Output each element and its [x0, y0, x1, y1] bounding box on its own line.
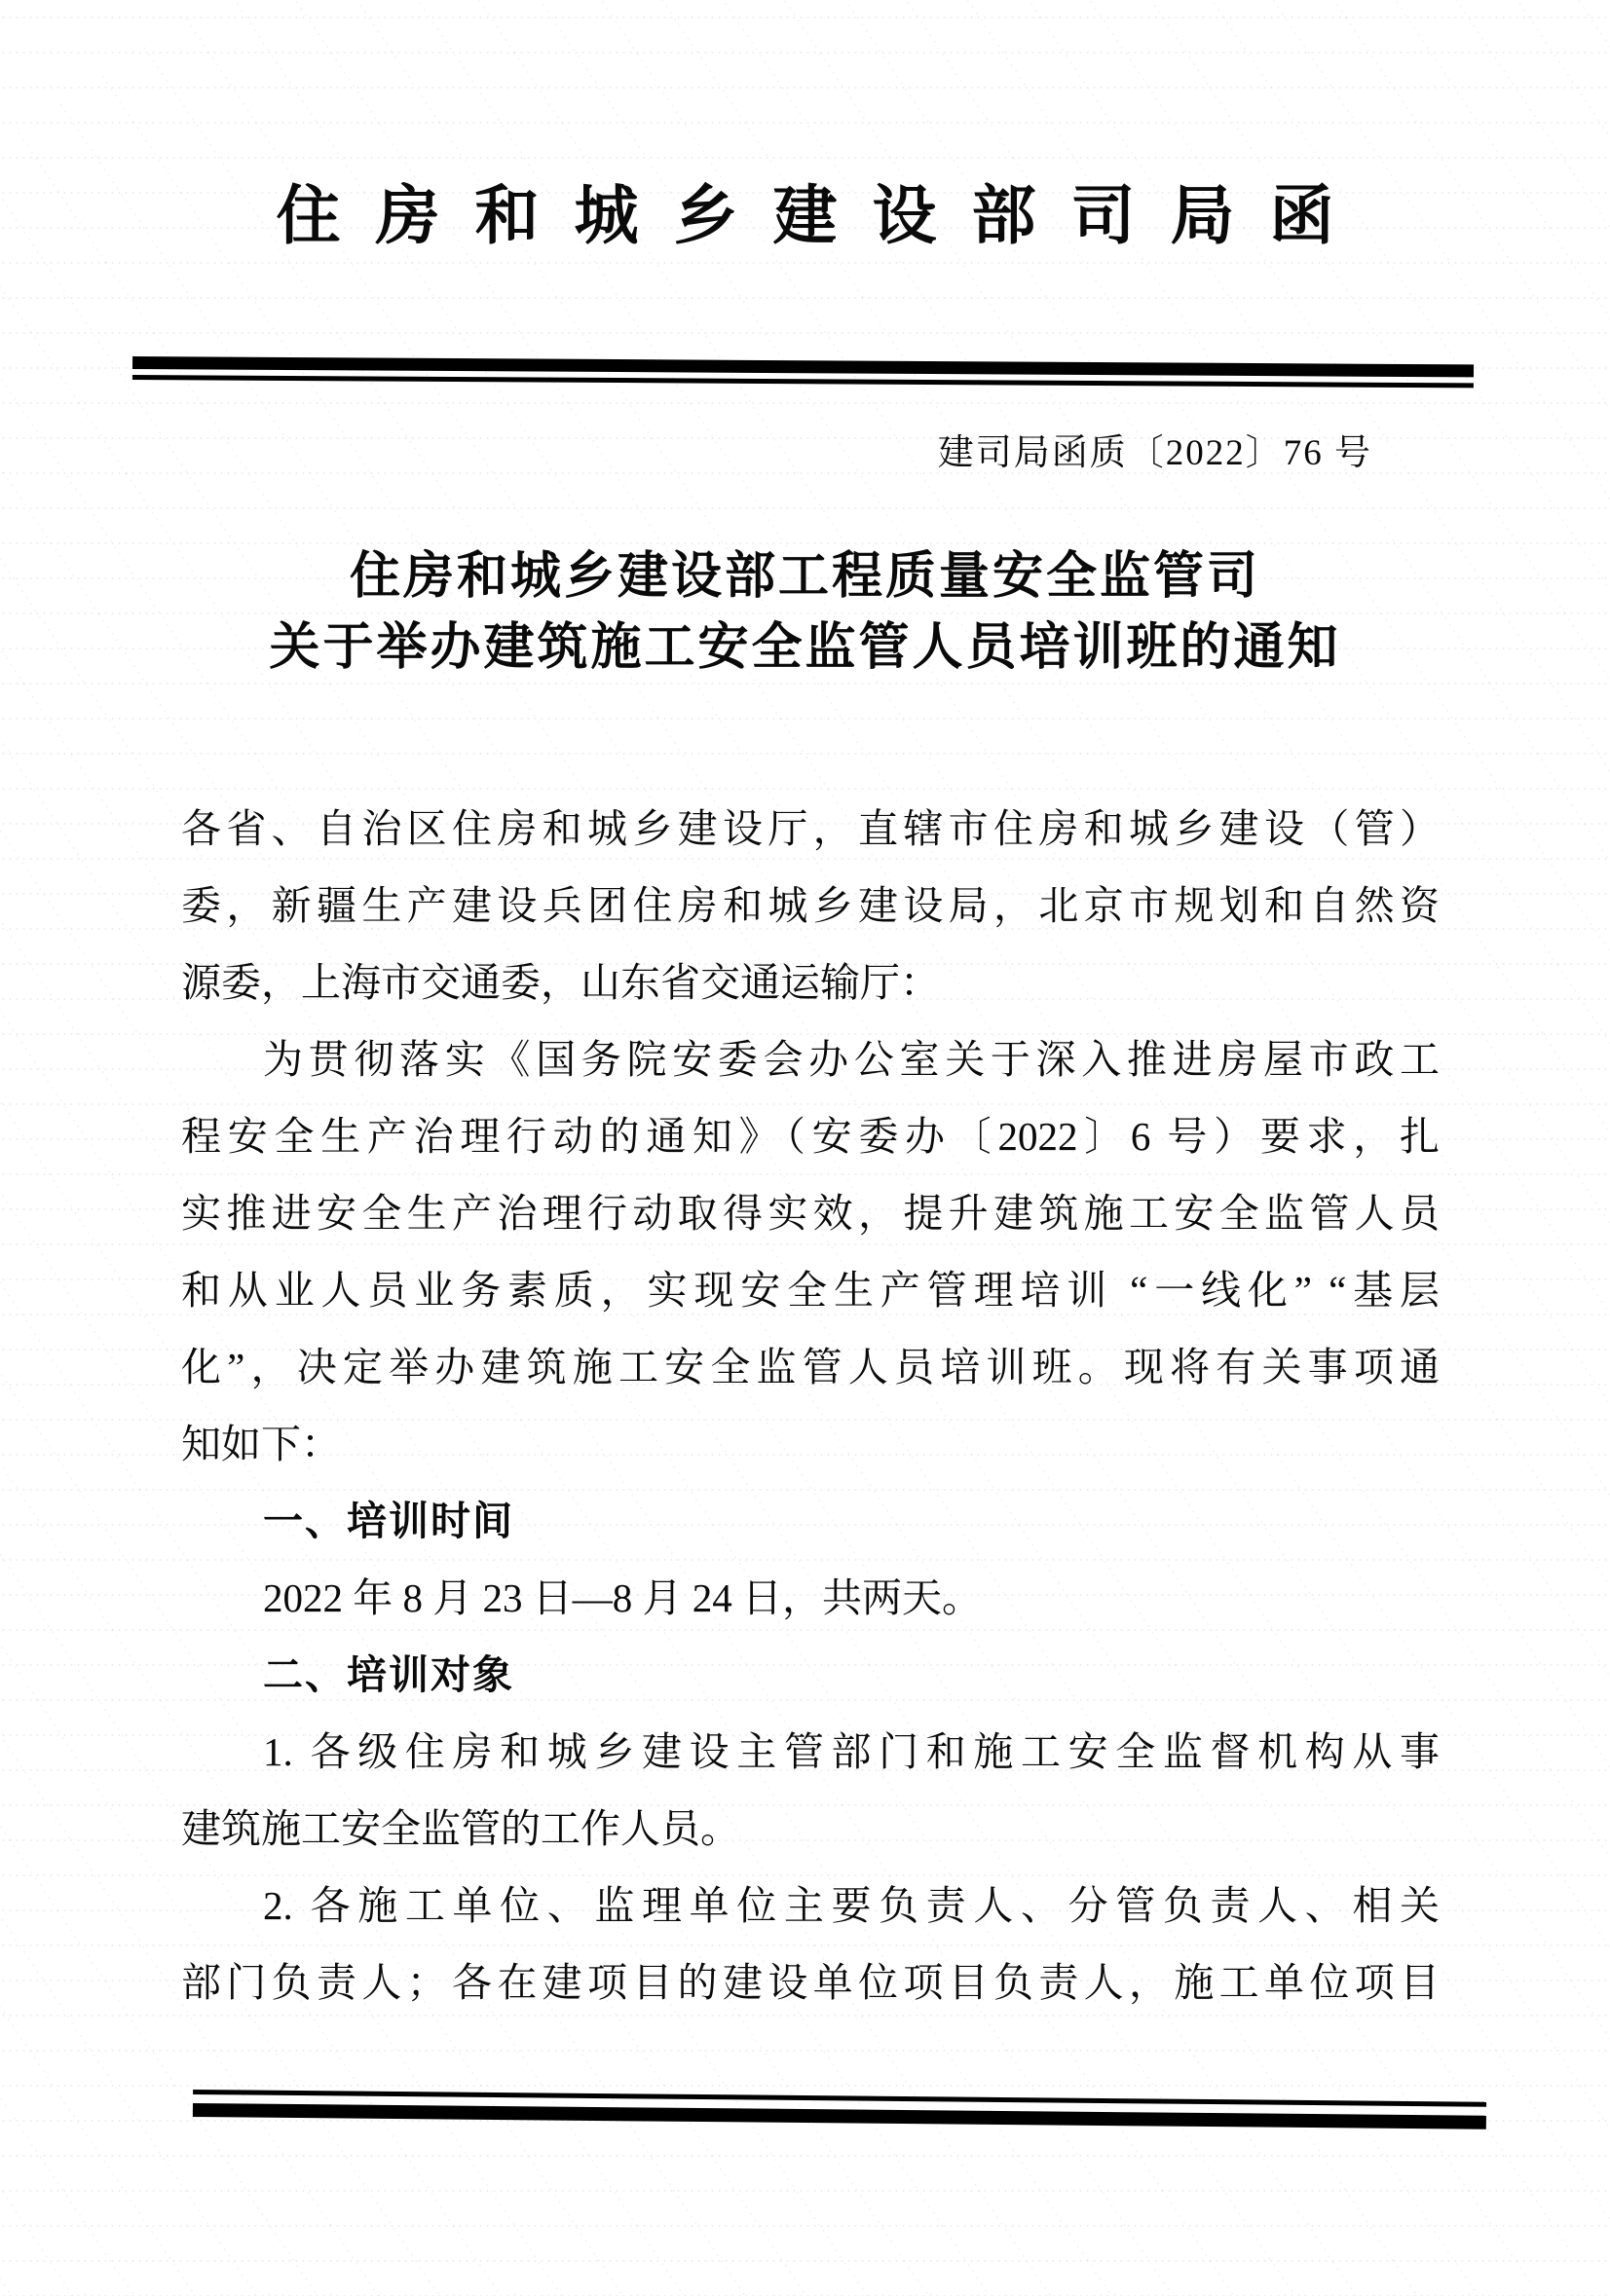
body-line: 委，新疆生产建设兵团住房和城乡建设局，北京市规划和自然资	[181, 883, 1440, 928]
body-line: 2. 各施工单位、监理单位主要负责人、分管负责人、相关	[263, 1883, 1440, 1928]
section-heading-training-time: 一、培训时间	[263, 1499, 514, 1543]
body-line: 1. 各级住房和城乡建设主管部门和施工安全监督机构从事	[263, 1729, 1440, 1774]
body-line: 2022 年 8 月 23 日—8 月 24 日，共两天。	[263, 1575, 982, 1620]
body-line: 化”，决定举办建筑施工安全监管人员培训班。现将有关事项通	[181, 1345, 1440, 1389]
body-line: 部门负责人；各在建项目的建设单位项目负责人，施工单位项目	[181, 1960, 1440, 2005]
section-heading-training-audience: 二、培训对象	[263, 1652, 514, 1697]
letterhead-title: 住房和城乡建设部司局函	[276, 181, 1369, 252]
body-text	[181, 791, 1440, 2021]
body-line: 各省、自治区住房和城乡建设厅，直辖市住房和城乡建设（管）	[181, 806, 1440, 851]
body-line: 实推进安全生产治理行动取得实效，提升建筑施工安全监管人员	[181, 1191, 1440, 1236]
body-line: 程安全生产治理行动的通知》（安委办〔2022〕6 号）要求，扎	[181, 1114, 1440, 1159]
header-double-rule	[132, 356, 1474, 388]
body-line: 和从业人员业务素质，实现安全生产管理培训 “一线化” “基层	[181, 1268, 1440, 1313]
notice-title-line2: 关于举办建筑施工安全监管人员培训班的通知	[269, 619, 1341, 676]
body-line: 知如下：	[181, 1422, 341, 1466]
notice-title	[0, 541, 1610, 684]
body-line: 源委，上海市交通委，山东省交通运输厅：	[181, 960, 940, 1005]
document-number: 建司局函质〔2022〕76 号	[937, 433, 1372, 473]
notice-title-line1: 住房和城乡建设部工程质量安全监管司	[349, 548, 1260, 605]
body-line: 建筑施工安全监管的工作人员。	[181, 1806, 740, 1851]
body-line: 为贯彻落实《国务院安委会办公室关于深入推进房屋市政工	[263, 1037, 1440, 1082]
footer-double-rule	[193, 2090, 1486, 2129]
